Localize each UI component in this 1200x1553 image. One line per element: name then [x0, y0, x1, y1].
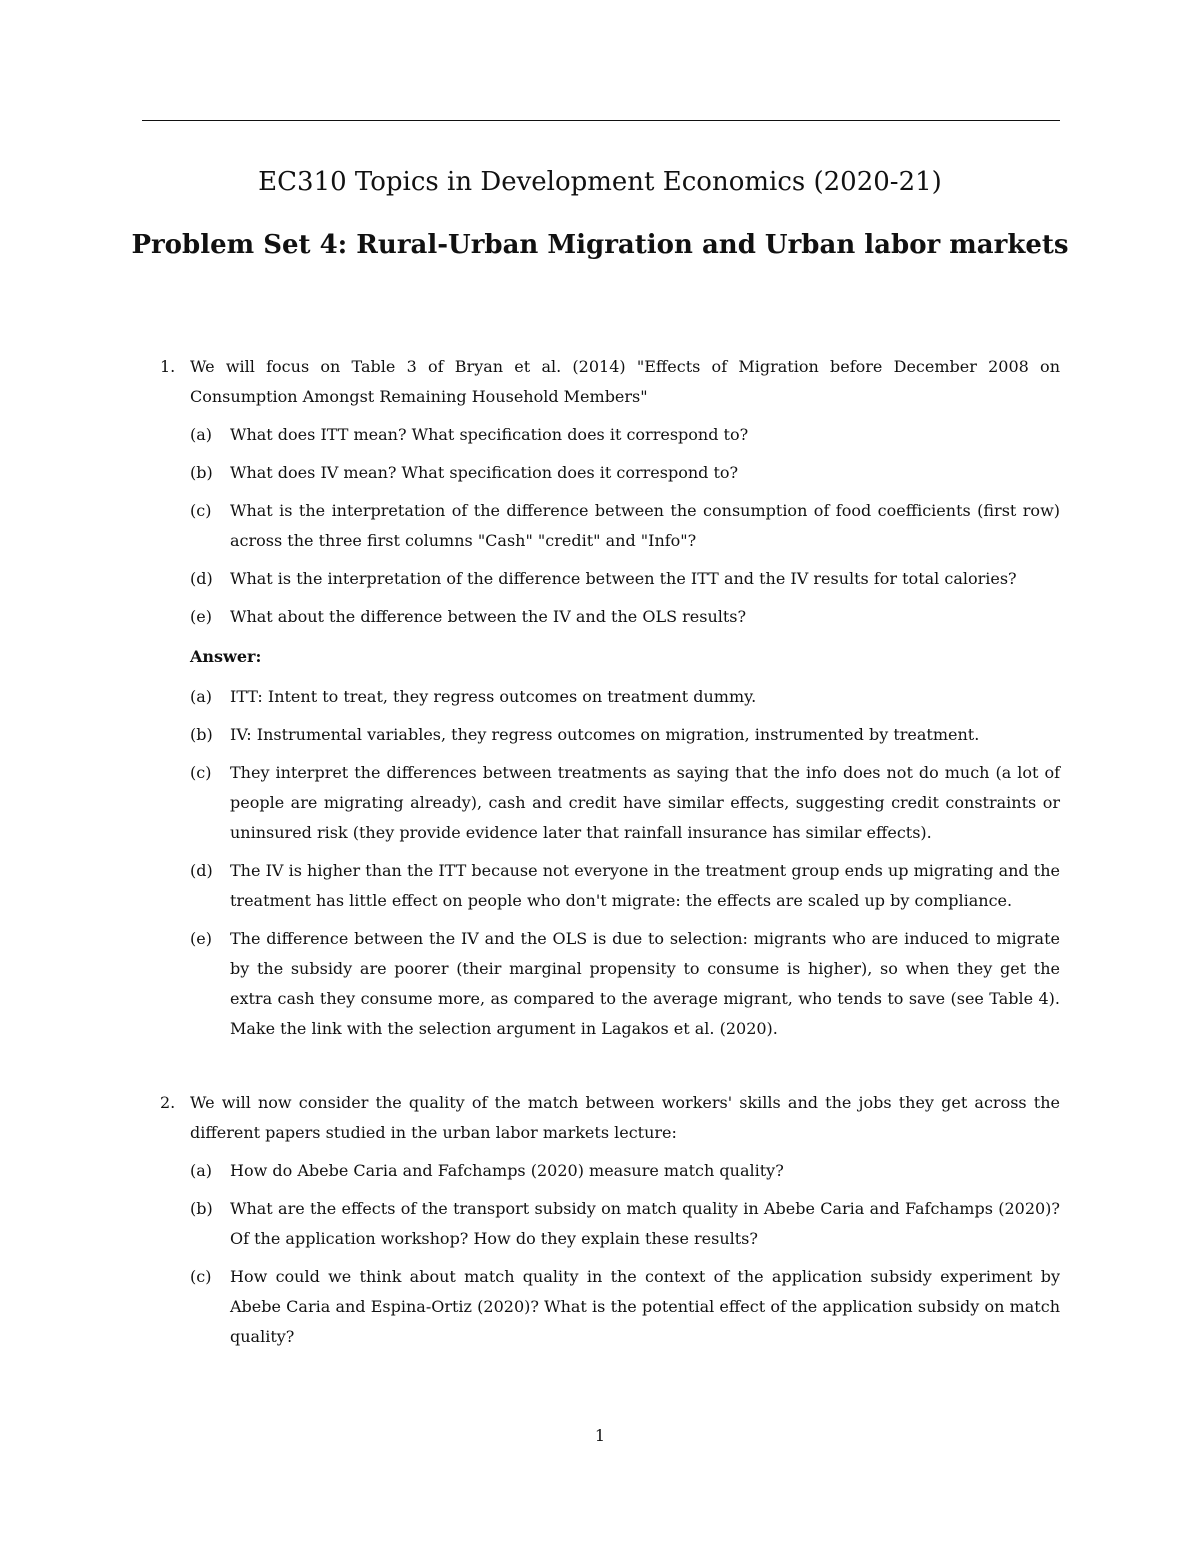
part-label: (a)	[190, 425, 213, 444]
question-2	[160, 1088, 1060, 1352]
part-label: (c)	[190, 501, 212, 520]
part-label: (c)	[190, 1267, 212, 1286]
course-title: EC310 Topics in Development Economics (2020-21)	[258, 167, 942, 197]
question-part-c	[190, 496, 1060, 556]
question-1	[160, 352, 1060, 1044]
answer-heading: Answer:	[190, 647, 262, 666]
answer-part-b	[190, 720, 1060, 750]
spacer	[160, 1052, 1060, 1088]
answer-part-d	[190, 856, 1060, 916]
part-text: The difference between the IV and the OLS is due to selection: migrants who are induced to migrate by the subsidy are poorer (their marginal propensity to consume is higher), so when they get the extra cash they consume more, as compared to the average migrant, who tends to save (see Table 4). Make the link with the selection argument in Lagakos et al. (2020).	[230, 929, 1060, 1038]
part-text: What does IV mean? What specification does it correspond to?	[230, 463, 739, 482]
question-part-b	[190, 458, 1060, 488]
part-label: (d)	[190, 569, 213, 588]
part-label: (c)	[190, 763, 212, 782]
question-text: We will now consider the quality of the match between workers' skills and the jobs they get across the different papers studied in the urban labor markets lecture:	[190, 1093, 1060, 1142]
question-parts	[190, 420, 1060, 632]
part-text: How could we think about match quality in the context of the application subsidy experiment by Abebe Caria and Espina-Ortiz (2020)? What is the potential effect of the application subsidy on match quality?	[230, 1267, 1060, 1346]
question-part-a	[190, 420, 1060, 450]
answer-part-c	[190, 758, 1060, 848]
question-part-d	[190, 564, 1060, 594]
part-text: The IV is higher than the ITT because not everyone in the treatment group ends up migrating and the treatment has little effect on people who don't migrate: the effects are scaled up by compliance.	[230, 861, 1060, 910]
question-part-a	[190, 1156, 1060, 1186]
part-label: (b)	[190, 463, 213, 482]
question-number: 1.	[160, 357, 176, 376]
question-number: 2.	[160, 1093, 176, 1112]
part-text: What are the effects of the transport subsidy on match quality in Abebe Caria and Fafchamps (2020)? Of the application workshop? How do they explain these results?	[230, 1199, 1060, 1248]
question-part-b	[190, 1194, 1060, 1254]
answer-parts	[190, 682, 1060, 1044]
part-label: (b)	[190, 1199, 213, 1218]
part-text: What does ITT mean? What specification does it correspond to?	[230, 425, 749, 444]
part-text: What is the interpretation of the difference between the ITT and the IV results for total calories?	[230, 569, 1017, 588]
question-part-e	[190, 602, 1060, 632]
top-rule	[142, 120, 1060, 121]
question-parts	[190, 1156, 1060, 1352]
part-text: IV: Instrumental variables, they regress outcomes on migration, instrumented by treatment.	[230, 725, 980, 744]
part-text: ITT: Intent to treat, they regress outcomes on treatment dummy.	[230, 687, 757, 706]
problem-set-title: Problem Set 4: Rural-Urban Migration and Urban labor markets	[131, 230, 1069, 260]
part-text: They interpret the differences between treatments as saying that the info does not do much (a lot of people are migrating already), cash and credit have similar effects, suggesting credit constraints or uninsured risk (they provide evidence later that rainfall insurance has similar effects).	[230, 763, 1060, 842]
part-label: (e)	[190, 929, 212, 948]
answer-part-e	[190, 924, 1060, 1044]
answer-part-a	[190, 682, 1060, 712]
part-label: (a)	[190, 1161, 213, 1180]
question-part-c	[190, 1262, 1060, 1352]
part-label: (b)	[190, 725, 213, 744]
part-text: What about the difference between the IV and the OLS results?	[230, 607, 747, 626]
part-label: (d)	[190, 861, 213, 880]
document-body	[160, 352, 1060, 1360]
question-text: We will focus on Table 3 of Bryan et al. (2014) "Effects of Migration before December 2008 on Consumption Amongst Remaining Household Members"	[190, 357, 1060, 406]
page-number: 1	[594, 1426, 606, 1445]
part-text: What is the interpretation of the difference between the consumption of food coefficients (first row) across the three first columns "Cash" "credit" and "Info"?	[230, 501, 1060, 550]
part-text: How do Abebe Caria and Fafchamps (2020) measure match quality?	[230, 1161, 784, 1180]
part-label: (a)	[190, 687, 213, 706]
part-label: (e)	[190, 607, 212, 626]
